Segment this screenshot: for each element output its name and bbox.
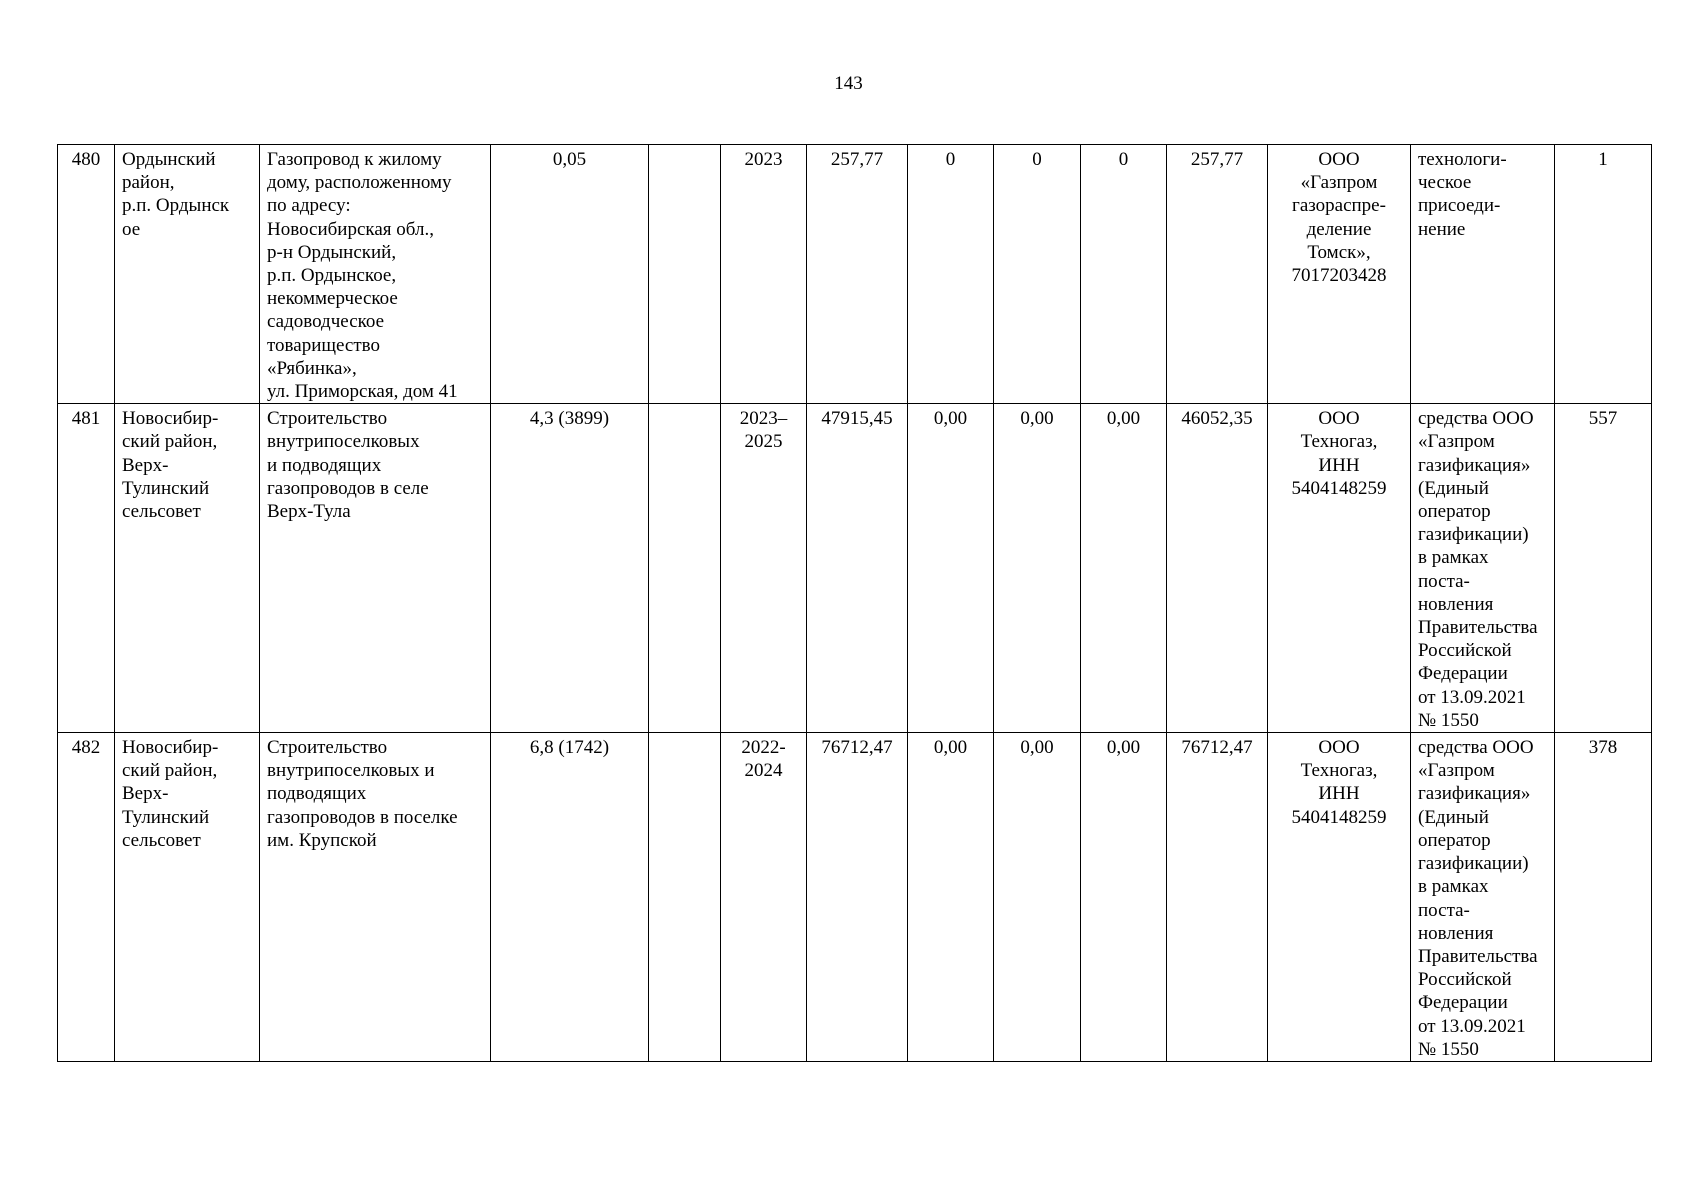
table-row [58, 404, 1652, 733]
table-row [58, 733, 1652, 1062]
program-table [57, 144, 1652, 1062]
cell-empty [649, 145, 721, 404]
cell-number: 480 [58, 145, 115, 404]
cell-empty [649, 733, 721, 1062]
cell-executor: ООО «Газпром газораспре- деление Томск», 7017203428 [1268, 145, 1411, 404]
cell-length: 4,3 (3899) [491, 404, 649, 733]
cell-object: Строительство внутрипоселковых и подводящих газопроводов в поселке им. Крупской [260, 733, 491, 1062]
cell-funding-3: 0,00 [1081, 404, 1167, 733]
cell-object: Строительство внутрипоселковых и подводящих газопроводов в селе Верх-Тула [260, 404, 491, 733]
cell-executor: ООО Техногаз, ИНН 5404148259 [1268, 733, 1411, 1062]
cell-funding-3: 0 [1081, 145, 1167, 404]
cell-funding-2: 0,00 [994, 733, 1081, 1062]
cell-funding-3: 0,00 [1081, 733, 1167, 1062]
cell-funding-2: 0,00 [994, 404, 1081, 733]
cell-empty [649, 404, 721, 733]
cell-length: 6,8 (1742) [491, 733, 649, 1062]
page-number: 143 [834, 73, 863, 94]
cell-funding-1: 0,00 [908, 404, 994, 733]
cell-years: 2023 [721, 145, 807, 404]
cell-district: Новосибир- ский район, Верх- Тулинский сельсовет [115, 404, 260, 733]
table-row [58, 145, 1652, 404]
cell-source: технологи- ческое присоеди- нение [1411, 145, 1555, 404]
cell-source: средства ООО «Газпром газификация» (Единый оператор газификации) в рамках поста- новления Правительства Российской Федерации от 13.09.2021 № 1550 [1411, 733, 1555, 1062]
cell-object: Газопровод к жилому дому, расположенному по адресу: Новосибирская обл., р-н Ордынский, р.п. Ордынское, некоммерческое садоводческое товарищество «Рябинка», ул. Приморская, дом 41 [260, 145, 491, 404]
cell-total-cost: 47915,45 [807, 404, 908, 733]
cell-count: 557 [1555, 404, 1652, 733]
cell-funding-4: 76712,47 [1167, 733, 1268, 1062]
cell-executor: ООО Техногаз, ИНН 5404148259 [1268, 404, 1411, 733]
cell-district: Ордынский район, р.п. Ордынск ое [115, 145, 260, 404]
cell-length: 0,05 [491, 145, 649, 404]
cell-total-cost: 76712,47 [807, 733, 908, 1062]
cell-funding-2: 0 [994, 145, 1081, 404]
cell-number: 481 [58, 404, 115, 733]
cell-count: 1 [1555, 145, 1652, 404]
cell-funding-1: 0 [908, 145, 994, 404]
cell-source: средства ООО «Газпром газификация» (Единый оператор газификации) в рамках поста- новления Правительства Российской Федерации от 13.09.2021 № 1550 [1411, 404, 1555, 733]
cell-number: 482 [58, 733, 115, 1062]
cell-count: 378 [1555, 733, 1652, 1062]
cell-total-cost: 257,77 [807, 145, 908, 404]
cell-years: 2023– 2025 [721, 404, 807, 733]
cell-years: 2022- 2024 [721, 733, 807, 1062]
cell-district: Новосибир- ский район, Верх- Тулинский сельсовет [115, 733, 260, 1062]
cell-funding-1: 0,00 [908, 733, 994, 1062]
cell-funding-4: 257,77 [1167, 145, 1268, 404]
cell-funding-4: 46052,35 [1167, 404, 1268, 733]
